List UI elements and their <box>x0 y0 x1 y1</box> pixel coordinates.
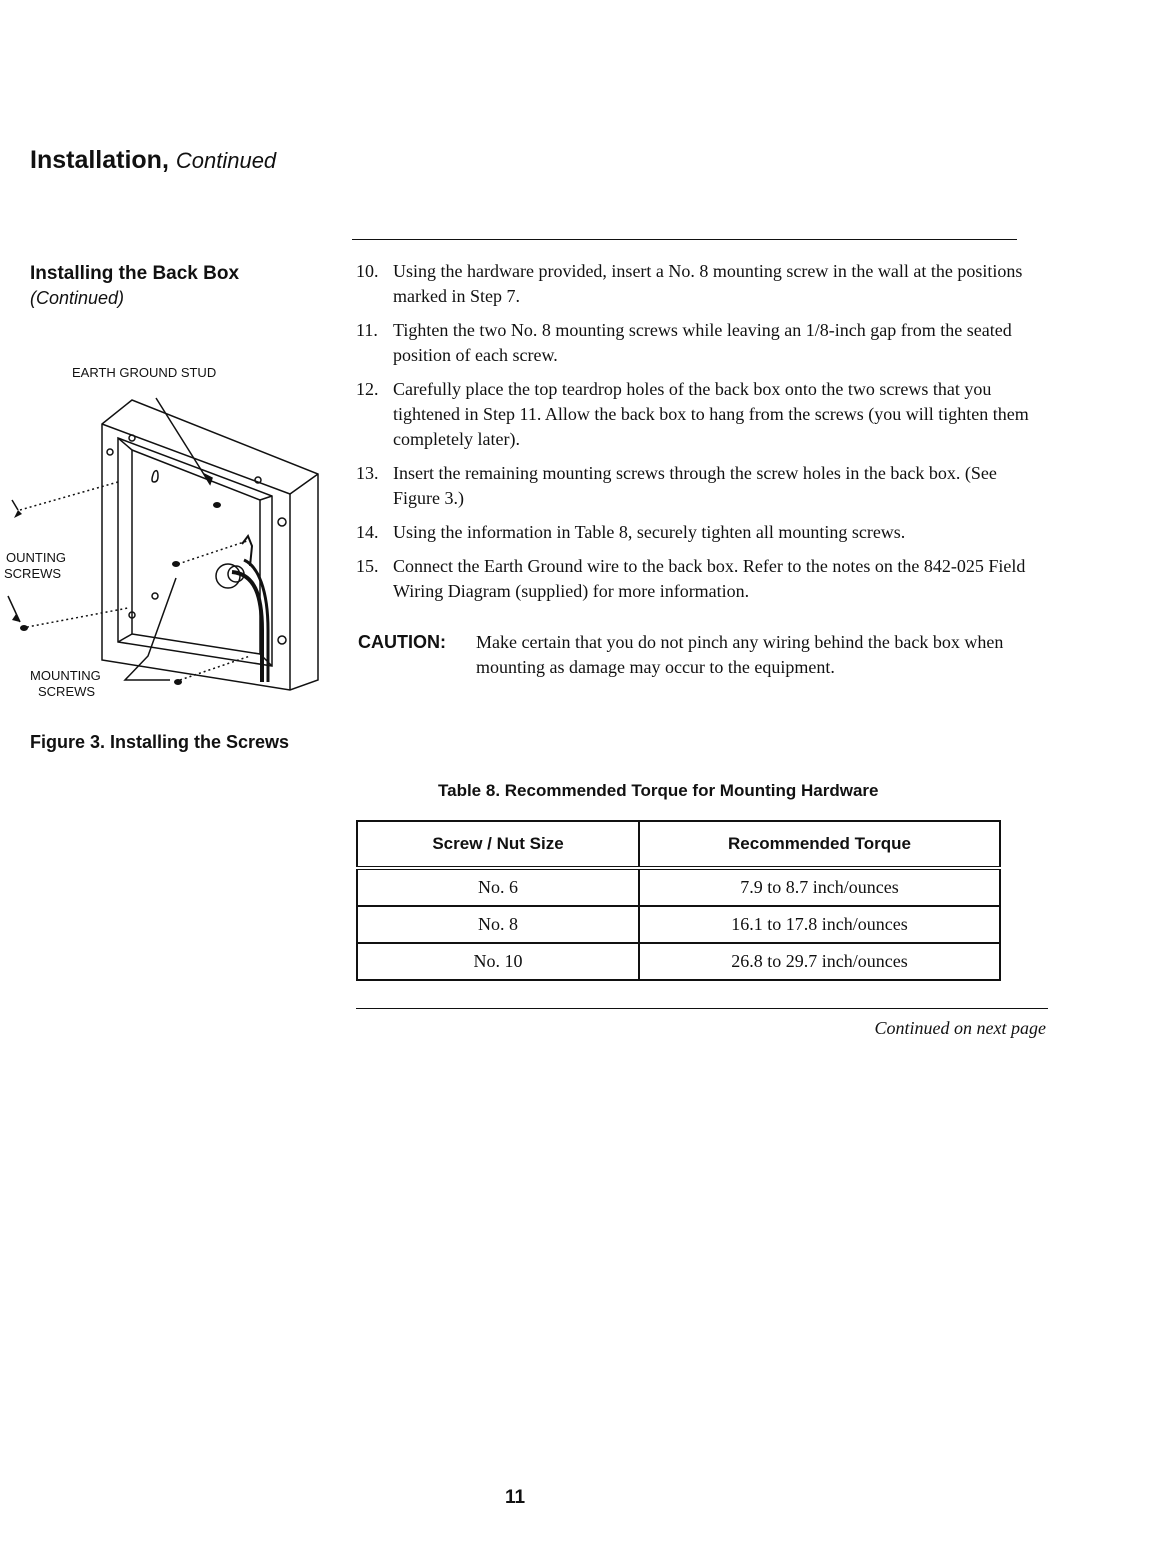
step-text: Using the information in Table 8, securely tighten all mounting screws. <box>393 522 906 542</box>
step-text: Insert the remaining mounting screws through the screw holes in the back box. (See Figure 3.) <box>393 463 997 508</box>
step-item <box>356 318 1046 368</box>
page-title-continued: Continued <box>175 148 277 173</box>
page-title <box>30 146 276 175</box>
label-mounting-screws-left-2: SCREWS <box>4 566 62 581</box>
label-mounting-screws-bottom-1: MOUNTING <box>30 668 101 683</box>
table-cell-size: No. 10 <box>357 943 639 980</box>
step-number: 15. <box>356 556 379 576</box>
step-number: 14. <box>356 522 379 542</box>
table-row <box>357 868 1000 906</box>
table-row <box>357 943 1000 980</box>
table-row <box>357 906 1000 943</box>
step-item <box>356 461 1046 511</box>
steps-list <box>356 259 1046 613</box>
table-cell-torque: 16.1 to 17.8 inch/ounces <box>639 906 1000 943</box>
back-box-illustration <box>0 360 340 710</box>
label-mounting-screws-bottom-2: SCREWS <box>38 684 96 699</box>
step-number: 12. <box>356 379 379 399</box>
step-text: Connect the Earth Ground wire to the back box. Refer to the notes on the 842-025 Field Wiring Diagram (supplied) for more information. <box>393 556 1026 601</box>
step-item <box>356 554 1046 604</box>
step-text: Tighten the two No. 8 mounting screws while leaving an 1/8-inch gap from the seated position of each screw. <box>393 320 1012 365</box>
label-earth-ground-stud: EARTH GROUND STUD <box>72 365 217 380</box>
figure-back-box <box>0 360 340 710</box>
step-item <box>356 520 1046 545</box>
table-title: Table 8. Recommended Torque for Mounting Hardware <box>438 781 879 800</box>
step-text: Carefully place the top teardrop holes of the back box onto the two screws that you tightened in Step 11. Allow the back box to hang from the screws (you will tighten them completely later). <box>393 379 1029 449</box>
section-title: Installing the Back Box <box>30 263 240 284</box>
table-header-row <box>357 821 1000 868</box>
column-header-torque: Recommended Torque <box>639 821 1000 868</box>
step-text: Using the hardware provided, insert a No. 8 mounting screw in the wall at the positions marked in Step 7. <box>393 261 1023 306</box>
step-item <box>356 377 1046 452</box>
figure-caption: Figure 3. Installing the Screws <box>30 732 290 752</box>
section-subtitle: (Continued) <box>30 288 125 308</box>
top-rule <box>352 239 1017 240</box>
caution-text: Make certain that you do not pinch any wiring behind the back box when mounting as damage may occur to the equipment. <box>476 632 1004 677</box>
continued-note: Continued on next page <box>874 1018 1046 1038</box>
torque-table <box>356 820 1001 981</box>
caution-note <box>358 630 1038 680</box>
table-cell-torque: 7.9 to 8.7 inch/ounces <box>639 868 1000 906</box>
bottom-rule <box>356 1008 1048 1009</box>
step-item <box>356 259 1046 309</box>
step-number: 13. <box>356 463 379 483</box>
page-number: 11 <box>505 1487 526 1508</box>
table-cell-torque: 26.8 to 29.7 inch/ounces <box>639 943 1000 980</box>
step-number: 10. <box>356 261 379 281</box>
table-cell-size: No. 8 <box>357 906 639 943</box>
caution-label: CAUTION: <box>358 632 446 652</box>
column-header-size: Screw / Nut Size <box>357 821 639 868</box>
label-mounting-screws-left-1: OUNTING <box>6 550 66 565</box>
page-title-main: Installation, <box>30 146 169 174</box>
table-cell-size: No. 6 <box>357 868 639 906</box>
step-number: 11. <box>356 320 378 340</box>
